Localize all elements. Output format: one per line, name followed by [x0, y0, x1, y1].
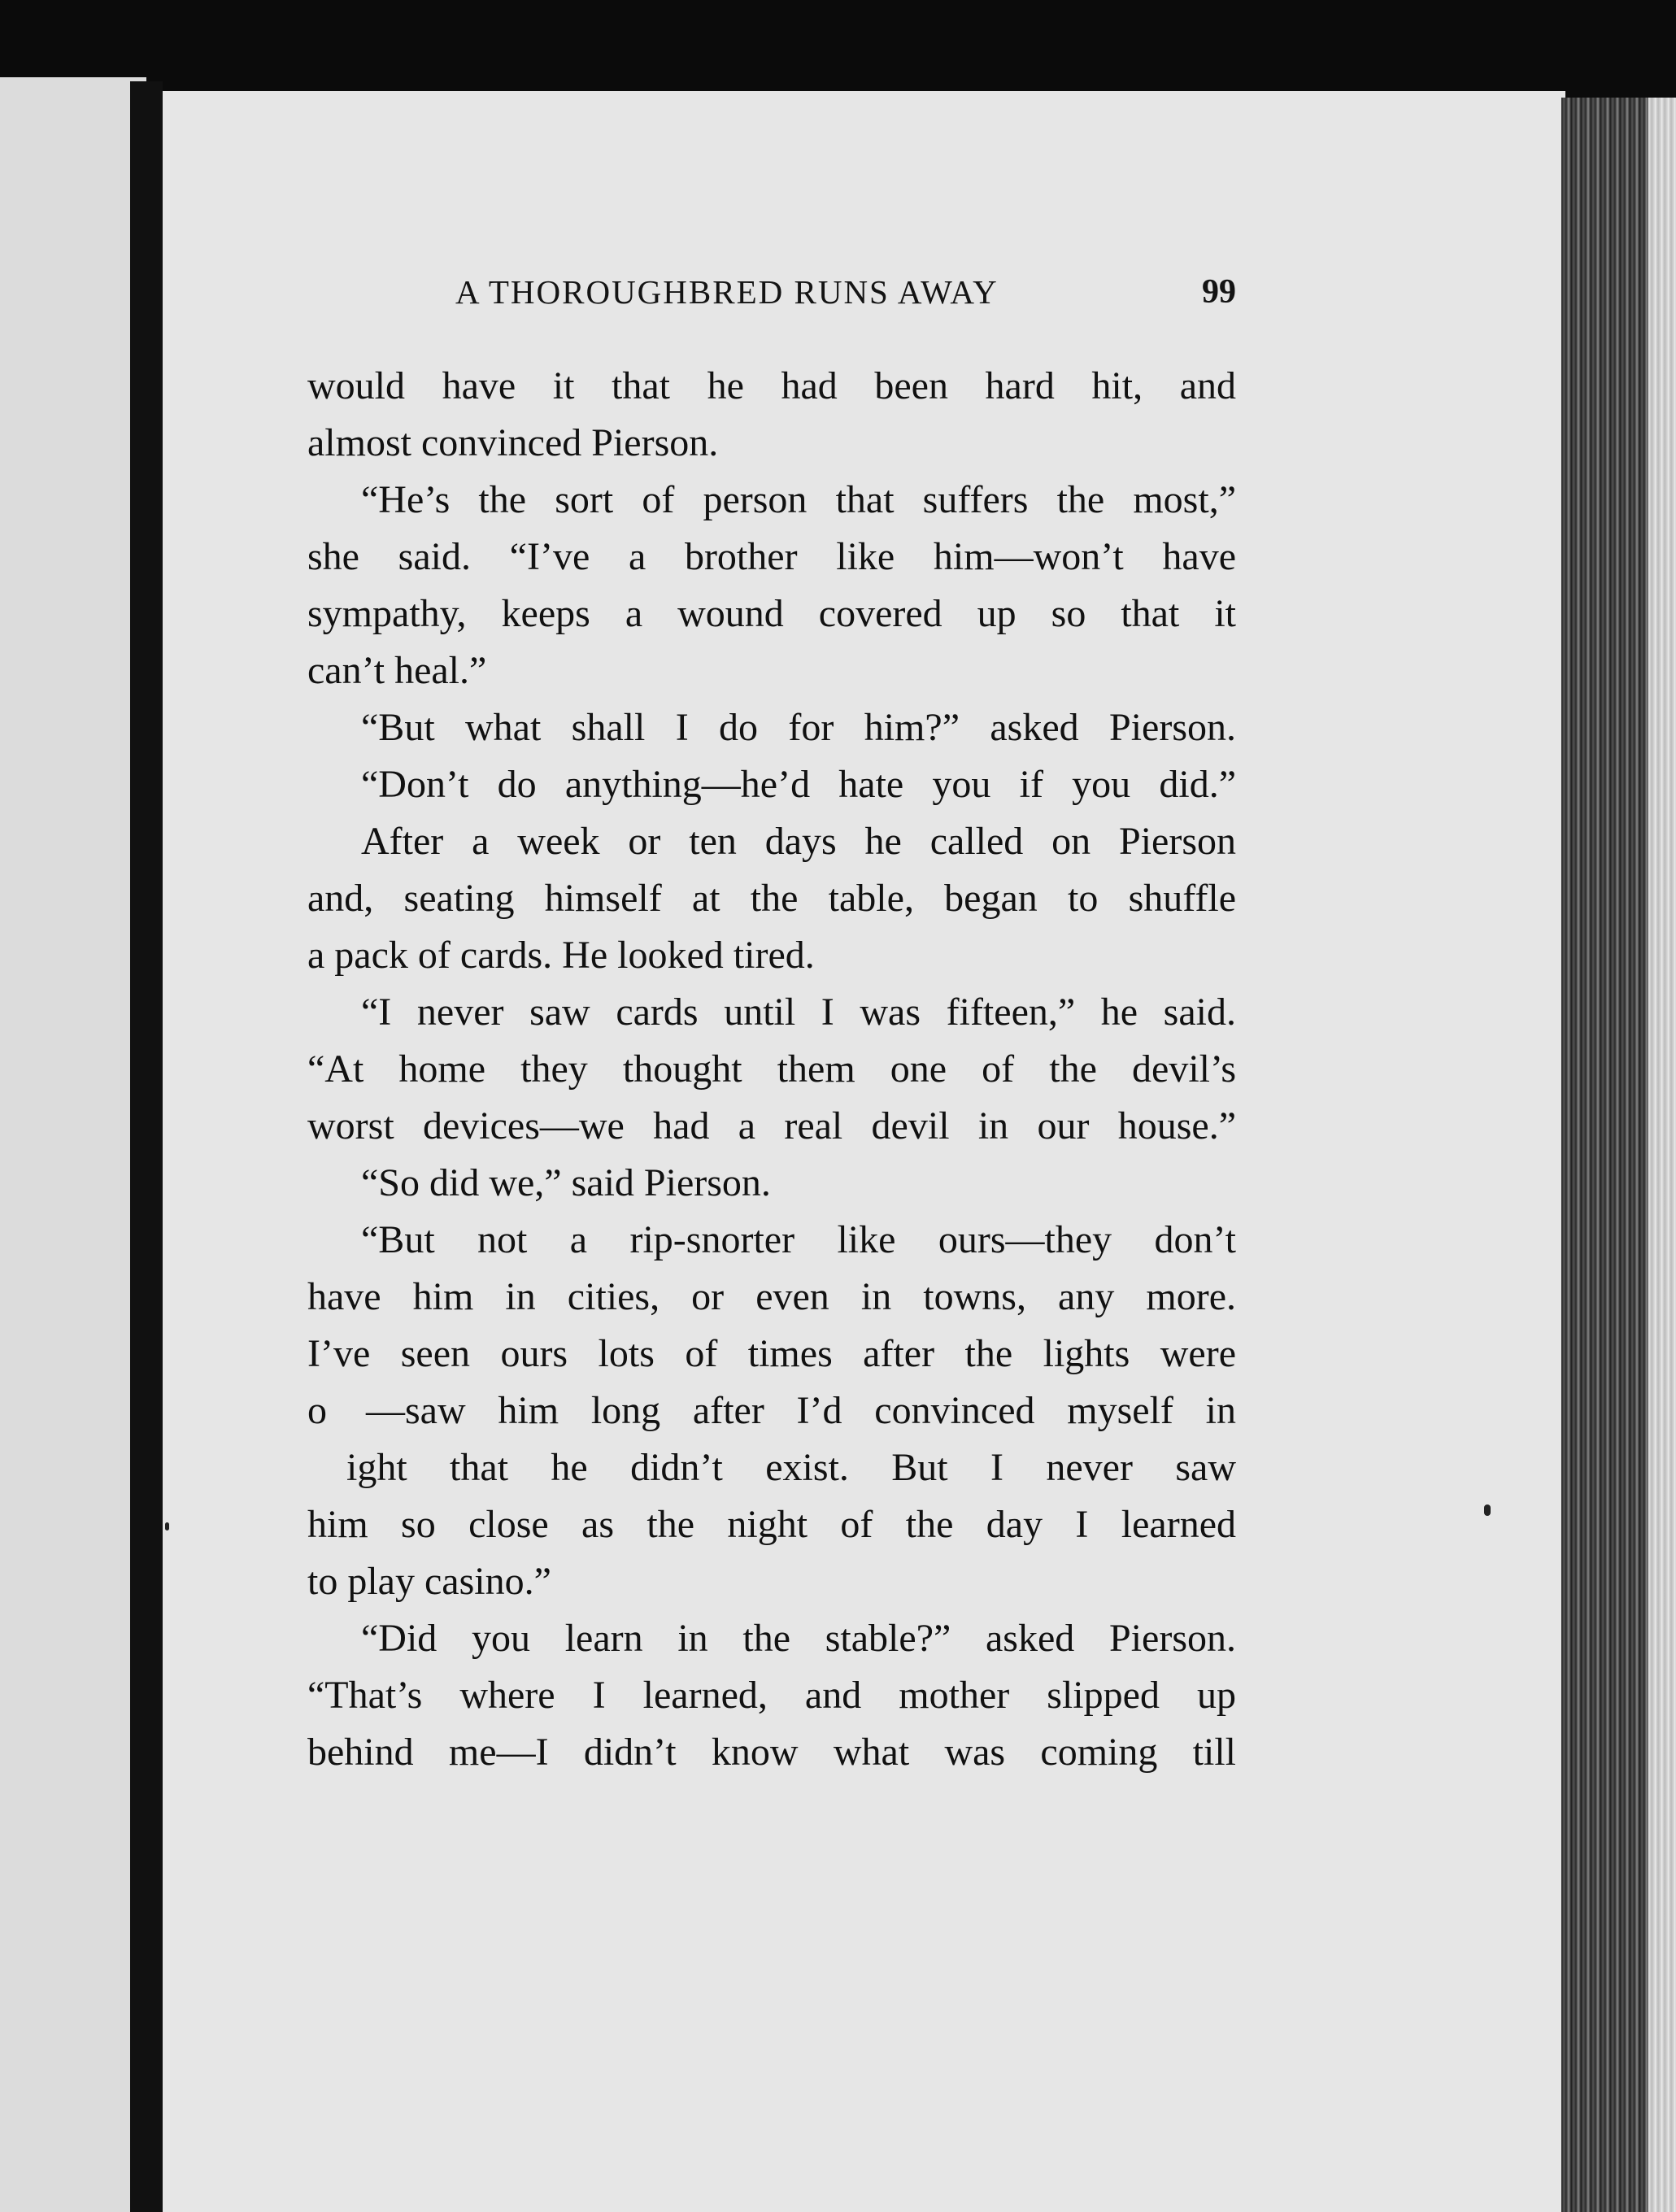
scan-speck [165, 1522, 169, 1531]
text-line: o —saw him long after I’d convinced myself in [307, 1389, 1236, 1432]
book-gutter [130, 81, 163, 2212]
text-line: “But not a rip-snorter like ours—they don’t [361, 1218, 1236, 1261]
text-line: can’t heal.” [307, 649, 487, 692]
text-line: “I never saw cards until I was fifteen,” he said. [361, 991, 1236, 1034]
previous-page-edge [0, 77, 146, 2212]
text-line: ight that he didn’t exist. But I never saw [307, 1446, 1236, 1489]
page-edges [1561, 98, 1676, 2212]
text-line: would have it that he had been hard hit, and [307, 364, 1236, 407]
text-line: “But what shall I do for him?” asked Pierson. [361, 706, 1236, 749]
scan-speck [1484, 1504, 1491, 1516]
page-edge-highlight [1648, 98, 1676, 2212]
page-header [455, 272, 1236, 321]
text-line: him so close as the night of the day I learned [307, 1503, 1236, 1546]
text-line: to play casino.” [307, 1560, 551, 1603]
text-line: sympathy, keeps a wound covered up so that it [307, 592, 1236, 635]
text-line: a pack of cards. He looked tired. [307, 934, 815, 977]
text-line: “He’s the sort of person that suffers the most,” [361, 478, 1236, 521]
text-line: “Did you learn in the stable?” asked Pierson. [361, 1617, 1236, 1660]
text-line: she said. “I’ve a brother like him—won’t have [307, 535, 1236, 578]
text-line: behind me—I didn’t know what was coming till [307, 1731, 1236, 1774]
text-line: “At home they thought them one of the devil’s [307, 1047, 1236, 1091]
text-line: “Don’t do anything—he’d hate you if you did.” [361, 763, 1236, 806]
text-line: I’ve seen ours lots of times after the lights were [307, 1332, 1236, 1375]
text-line: After a week or ten days he called on Pierson [361, 820, 1236, 863]
page-number: 99 [1202, 273, 1236, 311]
text-line: have him in cities, or even in towns, any more. [307, 1275, 1236, 1318]
running-head: A THOROUGHBRED RUNS AWAY [455, 273, 999, 311]
text-line: “So did we,” said Pierson. [361, 1161, 771, 1204]
text-line: “That’s where I learned, and mother slipped up [307, 1674, 1236, 1717]
text-line: worst devices—we had a real devil in our house.” [307, 1104, 1236, 1147]
text-line: and, seating himself at the table, began to shuffle [307, 877, 1236, 920]
text-line: almost convinced Pierson. [307, 421, 719, 464]
